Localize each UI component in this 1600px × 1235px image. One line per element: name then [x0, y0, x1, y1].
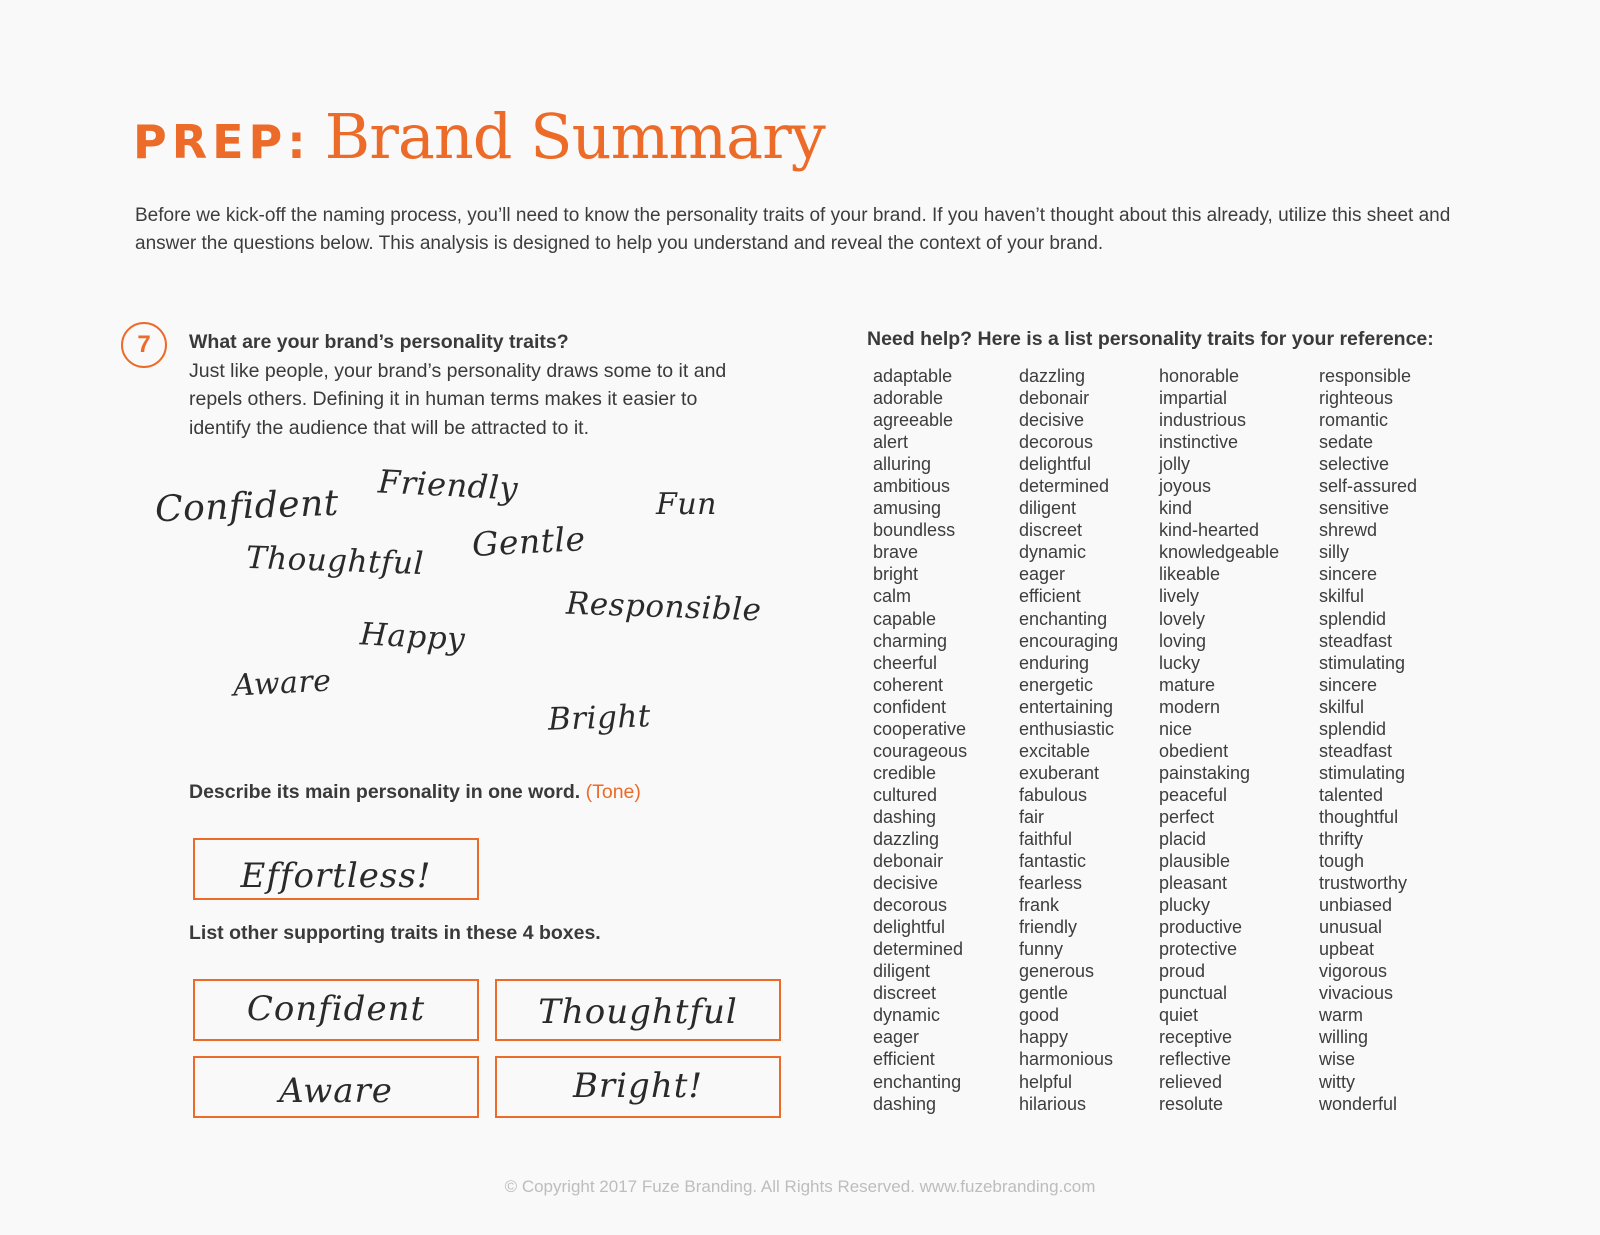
trait-item: romantic [1319, 410, 1389, 431]
tone-hint: (Tone) [585, 781, 641, 803]
trait-item: encouraging [1019, 630, 1119, 651]
trait-item: excitable [1019, 740, 1091, 761]
trait-item: placid [1159, 828, 1207, 849]
trait-item: peaceful [1159, 784, 1228, 805]
trait-item: reflective [1159, 1049, 1232, 1070]
trait-item: warm [1319, 1005, 1363, 1026]
trait-item: steadfast [1319, 630, 1393, 651]
trait-item: sincere [1319, 674, 1378, 695]
page-header [133, 100, 825, 173]
trait-item: painstaking [1159, 762, 1251, 783]
trait-item: selective [1319, 454, 1390, 475]
traits-column-2 [1019, 365, 1118, 1115]
trait-item: knowledgeable [1159, 542, 1280, 563]
trait-item: unbiased [1319, 895, 1393, 916]
trait-item: amusing [873, 498, 942, 519]
trait-item: steadfast [1319, 740, 1393, 761]
question-title: What are your brand’s personality traits? [189, 331, 569, 353]
trait-item: adaptable [873, 366, 953, 386]
trait-item: fabulous [1019, 784, 1088, 805]
trait-item: discreet [1019, 520, 1083, 541]
trait-item: proud [1159, 961, 1206, 982]
trait-item: tough [1319, 851, 1365, 872]
trait-item: dazzling [873, 828, 940, 849]
trait-item: righteous [1319, 388, 1394, 409]
step-number-badge: 7 [121, 322, 167, 368]
question-block [189, 328, 759, 442]
trait-item: loving [1159, 630, 1207, 651]
trait-item: decorous [1019, 432, 1094, 453]
trait-item: adorable [873, 388, 944, 409]
trait-item: courageous [873, 740, 968, 761]
handwritten-word: Confident [154, 482, 340, 531]
trait-item: debonair [873, 851, 944, 872]
trait-item: thoughtful [1319, 806, 1399, 827]
tone-answer-box[interactable]: Effortless! [193, 838, 479, 900]
trait-item: vivacious [1319, 983, 1394, 1004]
trait-item: joyous [1159, 476, 1212, 497]
trait-item: efficient [873, 1049, 935, 1070]
trait-item: stimulating [1319, 652, 1406, 673]
trait-item: quiet [1159, 1005, 1199, 1026]
page-title: Brand Summary [324, 100, 825, 173]
trait-item: plausible [1159, 851, 1231, 872]
trait-item: obedient [1159, 740, 1229, 761]
trait-item: shrewd [1319, 520, 1378, 541]
trait-item: dynamic [1019, 542, 1087, 563]
trait-item: calm [873, 586, 912, 607]
trait-item: hilarious [1019, 1093, 1087, 1114]
handwritten-word: Fun [656, 487, 717, 522]
trait-item: silly [1319, 542, 1349, 563]
trait-item: delightful [1019, 454, 1092, 475]
trait-item: energetic [1019, 674, 1094, 695]
trait-item: happy [1019, 1027, 1069, 1048]
trait-item: entertaining [1019, 696, 1114, 717]
trait-item: instinctive [1159, 432, 1239, 453]
trait-item: good [1019, 1005, 1060, 1026]
trait-item: diligent [1019, 498, 1077, 519]
supporting-trait-box[interactable]: Bright! [495, 1056, 781, 1118]
supporting-trait-box[interactable]: Aware [193, 1056, 479, 1118]
trait-item: cooperative [873, 718, 967, 739]
trait-item: lovely [1159, 608, 1206, 629]
copyright-footer: © Copyright 2017 Fuze Branding. All Rights Reserved. www.fuzebranding.com [504, 1177, 1096, 1196]
supporting-traits-label: List other supporting traits in these 4 boxes. [189, 922, 601, 944]
trait-item: thrifty [1319, 828, 1364, 849]
trait-item: exuberant [1019, 762, 1100, 783]
trait-item: upbeat [1319, 939, 1375, 960]
trait-item: dazzling [1019, 366, 1086, 386]
trait-item: determined [873, 939, 964, 960]
trait-item: protective [1159, 939, 1238, 960]
trait-item: likeable [1159, 564, 1221, 585]
prep-label: PREP: [133, 115, 311, 169]
tone-question [189, 781, 641, 804]
handwritten-word: Bright [547, 698, 652, 738]
trait-item: wise [1319, 1049, 1356, 1070]
trait-item: lucky [1159, 652, 1201, 673]
trait-item: modern [1159, 696, 1221, 717]
trait-item: brave [873, 542, 919, 563]
trait-item: nice [1159, 718, 1193, 739]
trait-item: fantastic [1019, 851, 1087, 872]
trait-item: ambitious [873, 476, 951, 497]
trait-item: debonair [1019, 388, 1090, 409]
trait-item: impartial [1159, 388, 1228, 409]
trait-item: enduring [1019, 652, 1090, 673]
trait-item: determined [1019, 476, 1110, 497]
trait-item: coherent [873, 674, 944, 695]
supporting-trait-box[interactable]: Thoughtful [495, 979, 781, 1041]
trait-item: witty [1319, 1071, 1355, 1092]
trait-item: kind [1159, 498, 1193, 519]
trait-item: responsible [1319, 366, 1412, 386]
trait-item: discreet [873, 983, 937, 1004]
traits-column-4 [1319, 365, 1417, 1115]
trait-item: capable [873, 608, 937, 629]
trait-item: boundless [873, 520, 956, 541]
trait-item: sensitive [1319, 498, 1390, 519]
trait-item: decisive [1019, 410, 1085, 431]
traits-column-3 [1159, 365, 1279, 1115]
trait-item: splendid [1319, 718, 1387, 739]
trait-item: productive [1159, 917, 1243, 938]
tone-label: Describe its main personality in one word. [189, 781, 581, 803]
trait-item: plucky [1159, 895, 1211, 916]
trait-item: talented [1319, 784, 1384, 805]
question-body: Just like people, your brand’s personality draws some to it and repels others. Defining it in human terms makes it easier to identify the audience that will be attracted to it. [189, 359, 727, 439]
trait-item: lively [1159, 586, 1200, 607]
trait-item: alluring [873, 454, 932, 475]
trait-item: mature [1159, 674, 1216, 695]
trait-item: dynamic [873, 1005, 941, 1026]
trait-item: efficient [1019, 586, 1081, 607]
trait-item: wonderful [1319, 1093, 1398, 1114]
intro-paragraph: Before we kick-off the naming process, you’ll need to know the personality traits of your brand. If you haven’t thought about this already, utilize this sheet and answer the questions below. This analysis is designed to help you understand and reveal the context of your brand. [135, 205, 1451, 254]
trait-item: frank [1019, 895, 1060, 916]
handwritten-word: Happy [359, 616, 467, 658]
handwritten-word: Friendly [377, 462, 519, 508]
trait-item: self-assured [1319, 476, 1418, 497]
trait-item: cultured [873, 784, 938, 805]
trait-item: charming [873, 630, 948, 651]
trait-item: diligent [873, 961, 931, 982]
trait-item: helpful [1019, 1071, 1073, 1092]
trait-item: friendly [1019, 917, 1078, 938]
trait-item: resolute [1159, 1093, 1224, 1114]
trait-item: willing [1319, 1027, 1369, 1048]
trait-item: receptive [1159, 1027, 1233, 1048]
trait-item: sedate [1319, 432, 1374, 453]
trait-item: skilful [1319, 696, 1365, 717]
trait-item: vigorous [1319, 961, 1388, 982]
trait-item: unusual [1319, 917, 1383, 938]
trait-item: perfect [1159, 806, 1215, 827]
trait-item: eager [873, 1027, 920, 1048]
trait-item: confident [873, 696, 947, 717]
trait-item: fair [1019, 806, 1045, 827]
trait-item: sincere [1319, 564, 1378, 585]
trait-item: bright [873, 564, 919, 585]
trait-item: gentle [1019, 983, 1069, 1004]
trait-item: faithful [1019, 828, 1073, 849]
reference-list-title: Need help? Here is a list personality traits for your reference: [867, 328, 1434, 350]
trait-item: dashing [873, 1093, 937, 1114]
trait-item: funny [1019, 939, 1064, 960]
trait-item: punctual [1159, 983, 1228, 1004]
trait-item: stimulating [1319, 762, 1406, 783]
trait-item: enchanting [1019, 608, 1108, 629]
trait-item: skilful [1319, 586, 1365, 607]
traits-column-1 [873, 365, 967, 1115]
handwritten-word: Aware [232, 663, 333, 704]
trait-item: enthusiastic [1019, 718, 1115, 739]
trait-item: delightful [873, 917, 946, 938]
trait-item: industrious [1159, 410, 1247, 431]
trait-item: trustworthy [1319, 873, 1408, 894]
trait-item: fearless [1019, 873, 1083, 894]
trait-item: credible [873, 762, 937, 783]
trait-item: dashing [873, 806, 937, 827]
trait-item: jolly [1159, 454, 1191, 475]
trait-item: enchanting [873, 1071, 962, 1092]
trait-item: relieved [1159, 1071, 1223, 1092]
trait-item: eager [1019, 564, 1066, 585]
trait-item: honorable [1159, 366, 1240, 386]
trait-item: pleasant [1159, 873, 1228, 894]
trait-item: cheerful [873, 652, 938, 673]
handwritten-word: Thoughtful [245, 539, 425, 583]
trait-item: kind-hearted [1159, 520, 1260, 541]
supporting-trait-box[interactable]: Confident [193, 979, 479, 1041]
handwritten-word: Responsible [565, 585, 763, 629]
trait-item: harmonious [1019, 1049, 1114, 1070]
trait-item: agreeable [873, 410, 954, 431]
handwritten-word: Gentle [471, 519, 587, 564]
trait-item: splendid [1319, 608, 1387, 629]
trait-item: decisive [873, 873, 939, 894]
trait-item: generous [1019, 961, 1095, 982]
trait-item: alert [873, 432, 909, 453]
trait-item: decorous [873, 895, 948, 916]
